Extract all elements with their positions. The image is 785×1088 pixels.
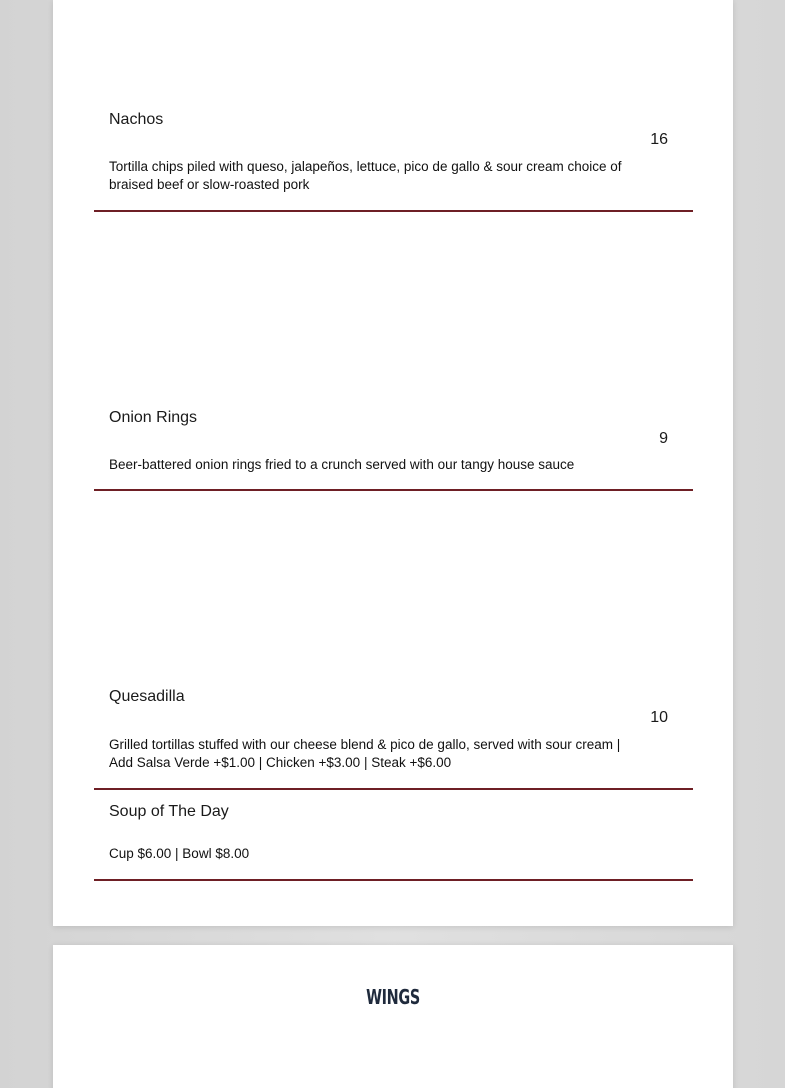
menu-item-nachos — [94, 0, 693, 212]
menu-item-name: Nachos — [109, 111, 164, 128]
menu-item-quesadilla — [94, 491, 693, 790]
menu-item-description: Grilled tortillas stuffed with our cheese blend & pico de gallo, served with sour cream | Add Salsa Verde +$1.00 | Chicken +$3.00 | Steak +$6.00 — [109, 737, 621, 770]
menu-item-description: Beer-battered onion rings fried to a crunch served with our tangy house sauce — [109, 457, 575, 472]
menu-item-description: Tortilla chips piled with queso, jalapeños, lettuce, pico de gallo & sour cream choice of braised beef or slow-roasted pork — [109, 159, 622, 192]
menu-item-description: Cup $6.00 | Bowl $8.00 — [109, 846, 250, 861]
menu-item-price: 10 — [650, 709, 668, 726]
section-title-wings: WINGS — [366, 985, 420, 1009]
menu-item-name: Soup of The Day — [109, 803, 229, 820]
menu-item-name: Quesadilla — [109, 688, 185, 705]
menu-item-soup-of-the-day — [94, 790, 693, 881]
menu-card-wings — [53, 945, 733, 1088]
menu-item-price: 16 — [650, 131, 668, 148]
menu-item-onion-rings — [94, 212, 693, 491]
menu-item-name: Onion Rings — [109, 409, 198, 426]
menu-item-price: 9 — [659, 430, 668, 447]
menu-card-appetizers — [53, 0, 733, 926]
